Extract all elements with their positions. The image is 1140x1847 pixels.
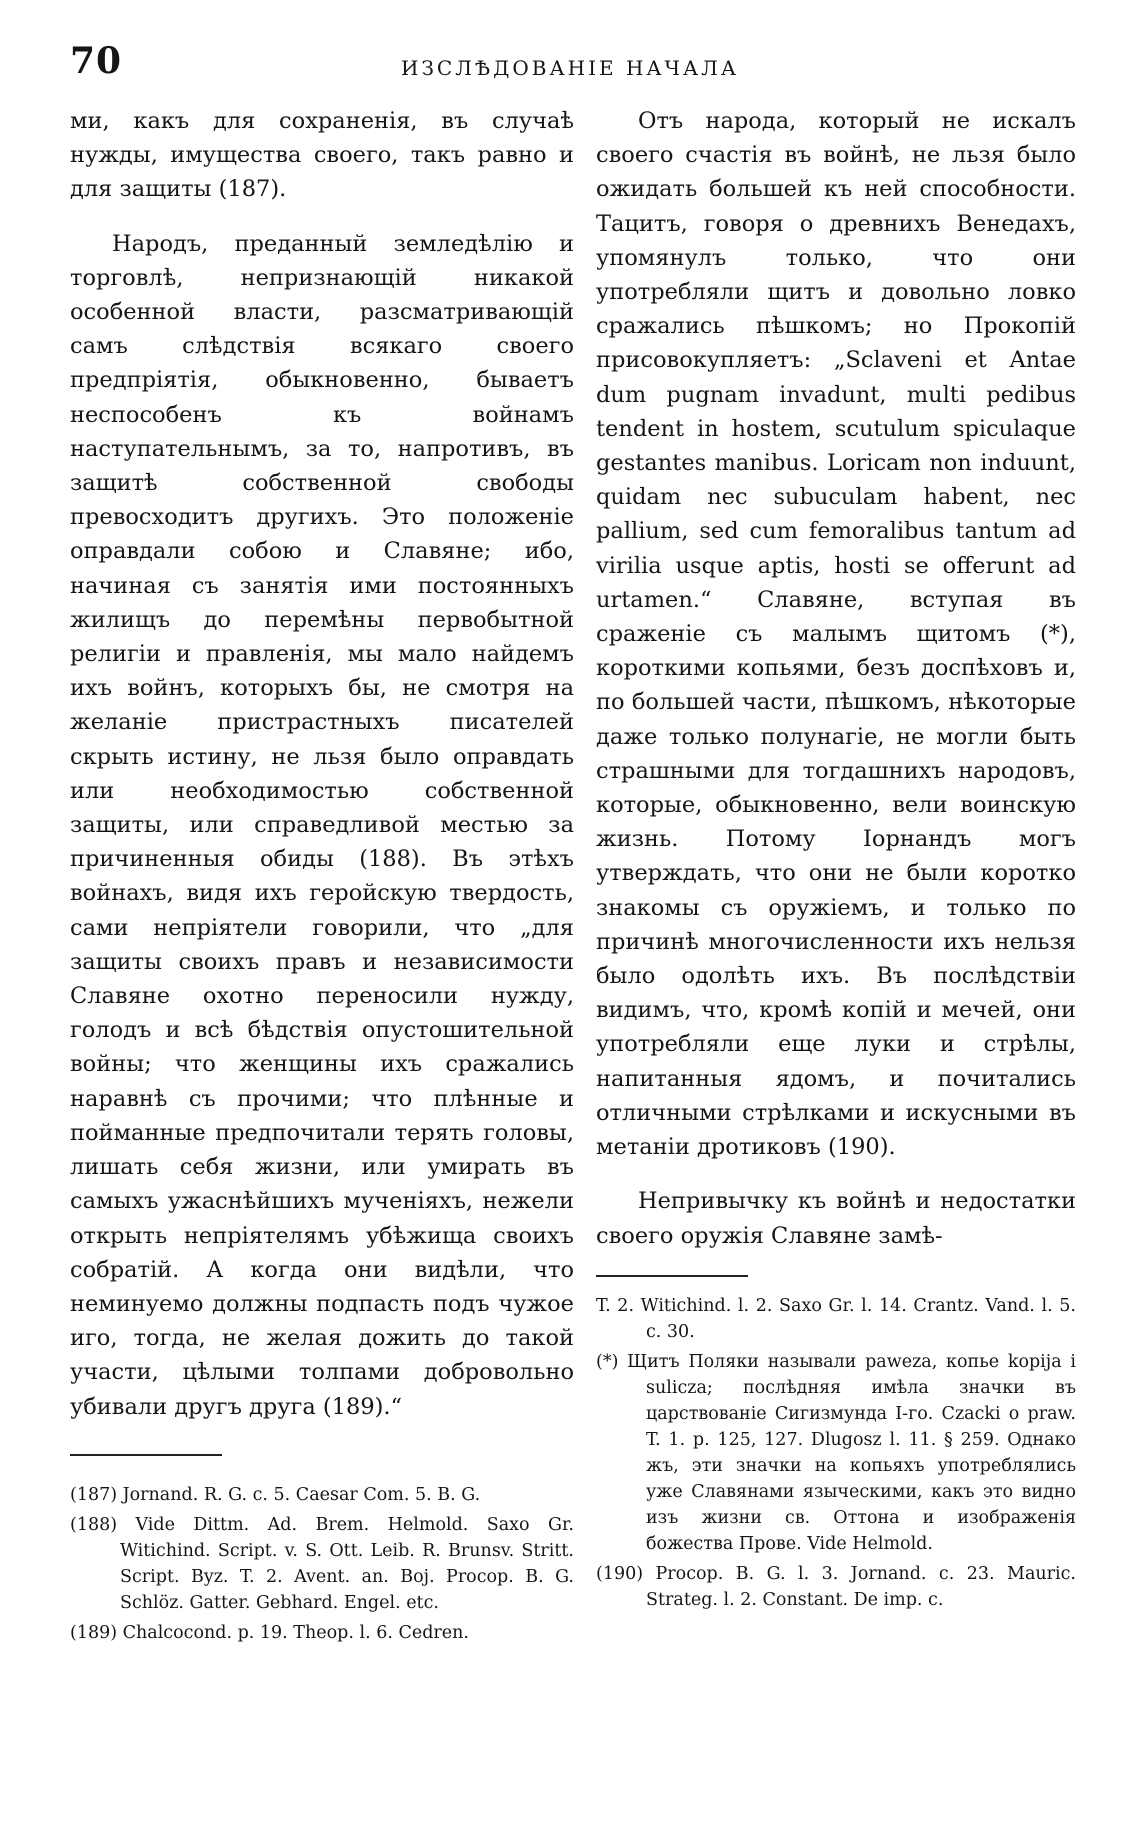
- footnote-separator: [596, 1275, 748, 1277]
- footnote: (190) Procop. B. G. l. 3. Jornand. c. 23. Mauric. Strateg. l. 2. Constant. De imp. c.: [596, 1563, 1076, 1610]
- footnote: (*) Щитъ Поляки называли paweza, копье kopija i sulicza; послѣдняя имѣла значки въ царствованіе Сигизмунда I-го. Czacki o praw. T. 1. p. 125, 127. Dlugosz l. 11. § 259. Однако жъ, эти значки на копьяхъ употреблялись уже Славянами языческими, какъ это видно изъ жизни св. Оттона и изображенія божества Прове. Vide Helmold.: [596, 1351, 1076, 1554]
- paragraph: ми, какъ для сохраненія, въ случаѣ нужды, имущества своего, такъ равно и для защиты (187).: [70, 108, 574, 203]
- footnotes: [70, 1482, 574, 1646]
- paragraph: Отъ народа, который не искалъ своего счастія въ войнѣ, не льзя было ожидать большей къ ней способности. Тацитъ, говоря о древнихъ Венедахъ, упомянулъ только, что они употребляли щитъ и довольно ловко сражались пѣшкомъ; но Прокопій присовокупляетъ: „Sclaveni et Antae dum pugnam invadunt, multi pedibus tendent in hostem, scutulum spiculaque gestantes manibus. Loricam non induunt, quidam nec subuculam habent, nec pallium, sed cum femoralibus tantum ad virilia usque aptis, hosti se offerunt ad urtamen.“ Славяне, вступая въ сраженіе съ малымъ щитомъ (*), короткими копьями, безъ доспѣховъ и, по большей части, пѣшкомъ, нѣкоторые даже только полунагіе, не могли быть страшными для тогдашнихъ народовъ, которые, обыкновенно, вели воинскую жизнь. Потому Іорнандъ могъ утверждать, что они не были коротко знакомы съ оружіемъ, и только по причинѣ многочисленности ихъ нельзя было одолѣть ихъ. Въ послѣдствіи видимъ, что, кромѣ копій и мечей, они употребляли еще луки и стрѣлы, напитанныя ядомъ, и почитались отличными стрѣлками и искусными въ метаніи дротиковъ (190).: [596, 108, 1076, 1161]
- footnote: (189) Chalcocond. p. 19. Theop. l. 6. Cedren.: [70, 1622, 469, 1643]
- running-title: ИЗСЛѢДОВАНІЕ НАЧАЛА: [401, 56, 739, 80]
- paragraph: Народъ, преданный земледѣлію и торговлѣ, непризнающій никакой особенной власти, разсматривающій самъ слѣдствія всякаго своего предпріятія, обыкновенно, бываетъ неспособенъ къ войнамъ наступательнымъ, за то, напротивъ, въ защитѣ собственной свободы превосходитъ другихъ. Это положеніе оправдали собою и Славяне; ибо, начиная съ занятія ими постоянныхъ жилищъ до перемѣны первобытной религіи и правленія, мы мало найдемъ ихъ войнъ, которыхъ бы, не смотря на желаніе пристрастныхъ писателей скрыть истину, не льзя было оправдать или необходимостью собственной защиты, или справедливой местью за причиненныя обиды (188). Въ этѣхъ войнахъ, видя ихъ геройскую твердость, сами непріятели говорили, что „для защиты своихъ правъ и независимости Славяне охотно переносили нужду, голодъ и всѣ бѣдствія опустошительной войны; что женщины ихъ сражались наравнѣ съ прочими; что плѣнные и пойманные предпочитали терять головы, лишать себя жизни, или умирать въ самыхъ ужаснѣйшихъ мученіяхъ, нежели открыть непріятелямъ убѣжища своихъ собратій. А когда они видѣли, что неминуемо должны подпасть подъ чужое иго, тогда, не желая дожить до такой участи, цѣлыми толпами добровольно убивали другъ друга (189).“: [70, 230, 574, 1420]
- paragraph: Непривычку къ войнѣ и недостатки своего оружія Славяне замѣ-: [596, 1188, 1076, 1249]
- left-column: [70, 104, 574, 1650]
- page-number: 70: [70, 40, 123, 82]
- right-column: [596, 104, 1076, 1617]
- footnotes: [596, 1293, 1076, 1613]
- footnote: T. 2. Witichind. l. 2. Saxo Gr. l. 14. Crantz. Vand. l. 5. c. 30.: [596, 1295, 1076, 1342]
- footnote: (187) Jornand. R. G. c. 5. Caesar Com. 5. B. G.: [70, 1484, 481, 1505]
- footnote-separator: [70, 1454, 222, 1456]
- footnote: (188) Vide Dittm. Ad. Brem. Helmold. Saxo Gr. Witichind. Script. v. S. Ott. Leib. R. Brunsv. Stritt. Script. Byz. T. 2. Avent. an. Boj. Procop. B. G. Schlöz. Gatter. Gebhard. Engel. etc.: [70, 1514, 574, 1613]
